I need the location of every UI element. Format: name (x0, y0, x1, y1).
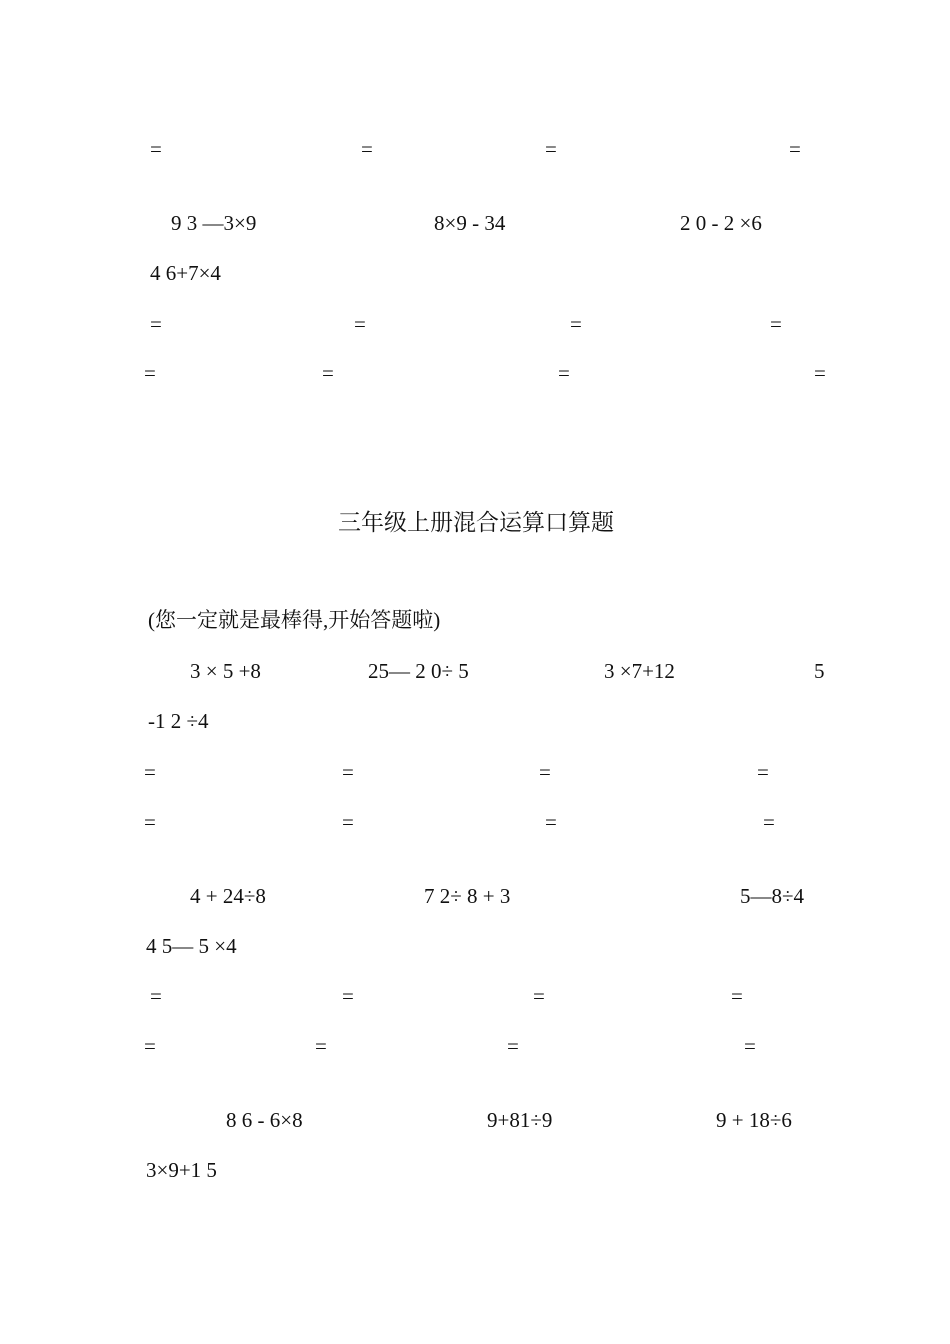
equals-sign: = (533, 984, 545, 1008)
equals-sign: = (342, 810, 354, 834)
equals-sign: = (144, 810, 156, 834)
expression: 25— 2 0÷ 5 (368, 659, 469, 683)
equals-sign: = (789, 137, 801, 161)
expression: 3 ×7+12 (604, 659, 675, 683)
equals-sign: = (545, 137, 557, 161)
expression: 5 (814, 659, 825, 683)
equals-sign: = (342, 760, 354, 784)
expression: 3×9+1 5 (146, 1158, 217, 1182)
equals-sign: = (354, 312, 366, 336)
expression: 2 0 - 2 ×6 (680, 211, 762, 235)
expression: 9 + 18÷6 (716, 1108, 792, 1132)
expression: 7 2÷ 8 + 3 (424, 884, 511, 908)
equals-sign: = (150, 312, 162, 336)
page-title: 三年级上册混合运算口算题 (338, 510, 614, 535)
equals-sign: = (570, 312, 582, 336)
expression: 4 + 24÷8 (190, 884, 266, 908)
expression: 3 × 5 +8 (190, 659, 261, 683)
equals-sign: = (361, 137, 373, 161)
equals-sign: = (507, 1034, 519, 1058)
equals-sign: = (539, 760, 551, 784)
equals-sign: = (763, 810, 775, 834)
equals-sign: = (150, 137, 162, 161)
equals-sign: = (731, 984, 743, 1008)
equals-sign: = (757, 760, 769, 784)
expression: 4 5— 5 ×4 (146, 934, 237, 958)
expression: 9 3 —3×9 (171, 211, 257, 235)
equals-sign: = (144, 760, 156, 784)
equals-sign: = (744, 1034, 756, 1058)
subtitle: (您一定就是最棒得,开始答题啦) (148, 608, 441, 632)
expression: 9+81÷9 (487, 1108, 553, 1132)
equals-sign: = (545, 810, 557, 834)
equals-sign: = (144, 361, 156, 385)
equals-sign: = (144, 1034, 156, 1058)
equals-sign: = (770, 312, 782, 336)
equals-sign: = (558, 361, 570, 385)
expression: 5—8÷4 (740, 884, 805, 908)
equals-sign: = (315, 1034, 327, 1058)
expression: 8 6 - 6×8 (226, 1108, 303, 1132)
expression: 4 6+7×4 (150, 261, 221, 285)
expression: -1 2 ÷4 (148, 709, 209, 733)
equals-sign: = (322, 361, 334, 385)
expression: 8×9 - 34 (434, 211, 506, 235)
equals-sign: = (342, 984, 354, 1008)
equals-sign: = (814, 361, 826, 385)
equals-sign: = (150, 984, 162, 1008)
